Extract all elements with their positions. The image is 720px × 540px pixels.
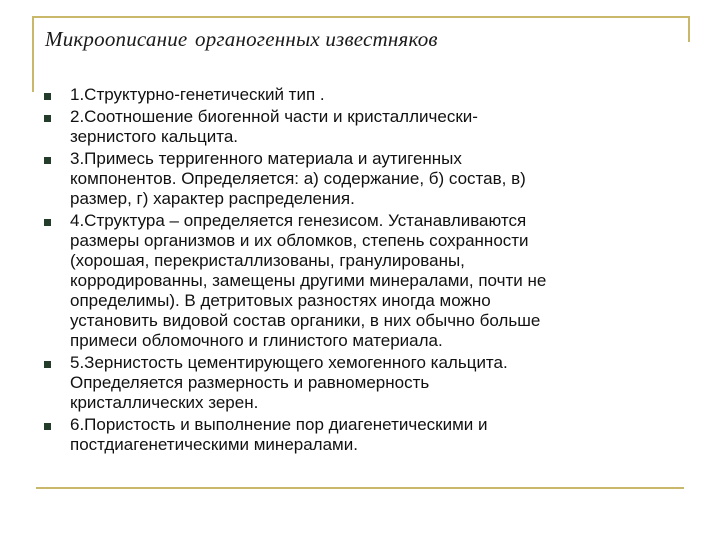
list-item bbox=[44, 211, 684, 351]
square-bullet-icon bbox=[44, 361, 51, 368]
frame-left-line bbox=[32, 16, 34, 92]
square-bullet-icon bbox=[44, 115, 51, 122]
slide-title-part-1: Микроописание bbox=[45, 27, 188, 51]
list-item bbox=[44, 415, 684, 455]
list-item-text: 5.Зернистость цементирующего хемогенного кальцита. Определяется размерность и равномерность кристаллических зерен. bbox=[70, 353, 508, 412]
list-item-text: 2.Соотношение биогенной части и кристаллически- зернистого кальцита. bbox=[70, 107, 478, 146]
list-item bbox=[44, 149, 684, 209]
frame-bottom-line bbox=[36, 487, 684, 489]
list-item bbox=[44, 85, 684, 105]
list-item bbox=[44, 353, 684, 413]
square-bullet-icon bbox=[44, 219, 51, 226]
frame-right-line bbox=[688, 16, 690, 42]
bullet-list bbox=[44, 85, 684, 455]
slide-title-part-2: органогенных известняков bbox=[195, 27, 438, 51]
frame-top-line bbox=[32, 16, 690, 18]
list-item-text: 3.Примесь терригенного материала и аутигенных компонентов. Определяется: а) содержание, б) состав, в) размер, г) характер распределения. bbox=[70, 149, 526, 208]
square-bullet-icon bbox=[44, 93, 51, 100]
list-item-text: 1.Структурно-генетический тип . bbox=[70, 85, 325, 104]
slide-title bbox=[45, 27, 545, 57]
list-item-text: 4.Структура – определяется генезисом. Устанавливаются размеры организмов и их обломков, степень сохранности (хорошая, перекристаллизованы, гранулированы, корродированны, замещены другими минералами, почти не определимы). В детритовых разностях иногда можно установить видовой состав органики, в них обычно больше примеси обломочного и глинистого материала. bbox=[70, 211, 547, 350]
square-bullet-icon bbox=[44, 423, 51, 430]
square-bullet-icon bbox=[44, 157, 51, 164]
list-item-text: 6.Пористость и выполнение пор диагенетическими и постдиагенетическими минералами. bbox=[70, 415, 488, 454]
list-item bbox=[44, 107, 684, 147]
